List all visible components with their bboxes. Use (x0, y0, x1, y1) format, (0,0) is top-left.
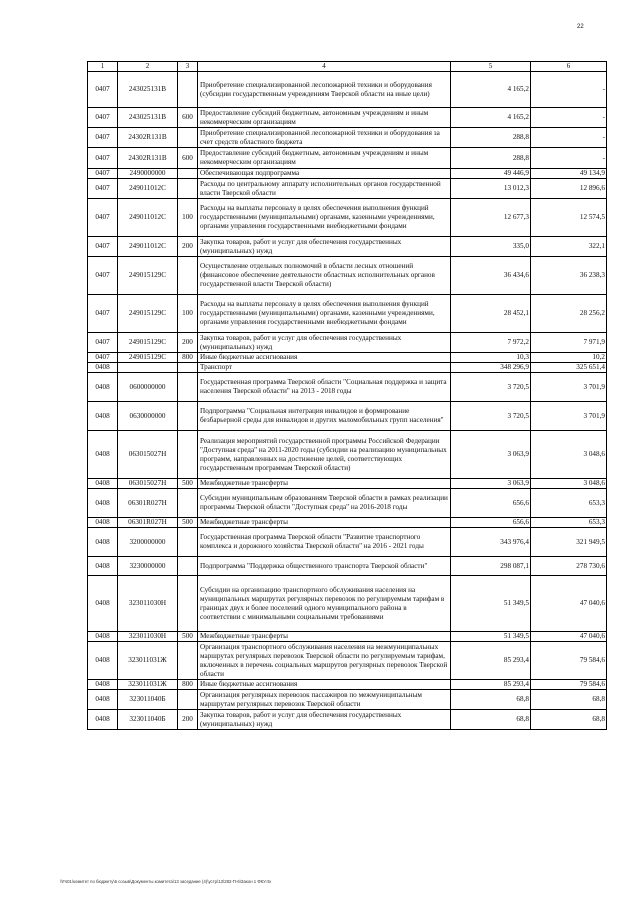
section-cell: 0407 (88, 72, 118, 108)
section-cell: 0408 (88, 518, 118, 528)
amount-planned-cell: 28 452,1 (451, 295, 531, 333)
table-row (88, 72, 607, 108)
target-code-cell: 24302R131В (118, 148, 178, 169)
description-cell: Расходы по центральному аппарату исполнительных органов государственной власти Тверской области (198, 179, 451, 199)
target-code-cell: 249015129С (118, 257, 178, 295)
section-cell: 0408 (88, 690, 118, 710)
expense-type-cell: 500 (178, 632, 198, 642)
page-number: 22 (577, 24, 584, 30)
target-code-cell: 3200000000 (118, 528, 178, 557)
section-cell: 0408 (88, 489, 118, 518)
target-code-cell: 249015129С (118, 353, 178, 363)
amount-actual-cell: 325 651,4 (531, 363, 607, 373)
section-cell: 0407 (88, 333, 118, 353)
amount-actual-cell: 653,3 (531, 489, 607, 518)
amount-actual-cell: 79 584,6 (531, 642, 607, 680)
expense-type-cell (178, 373, 198, 402)
table-row (88, 632, 607, 642)
section-cell: 0408 (88, 710, 118, 730)
section-cell: 0408 (88, 373, 118, 402)
target-code-cell: 323011030Н (118, 576, 178, 632)
amount-planned-cell: 13 012,3 (451, 179, 531, 199)
amount-planned-cell: 51 349,5 (451, 632, 531, 642)
amount-planned-cell: 288,8 (451, 148, 531, 169)
section-cell: 0408 (88, 363, 118, 373)
target-code-cell: 063015027Н (118, 479, 178, 489)
amount-actual-cell: 7 971,9 (531, 333, 607, 353)
amount-actual-cell: 49 134,9 (531, 169, 607, 179)
amount-planned-cell: 343 976,4 (451, 528, 531, 557)
table-row (88, 353, 607, 363)
amount-actual-cell: 10,2 (531, 353, 607, 363)
description-cell: Транспорт (198, 363, 451, 373)
description-cell: Расходы на выплаты персоналу в целях обеспечения выполнения функций государственными (муниципальными) органами, казенными учреждениями, органами управления государственными внебюджетными фондами (198, 295, 451, 333)
table-row (88, 690, 607, 710)
target-code-cell: 249011012С (118, 179, 178, 199)
expense-type-cell (178, 169, 198, 179)
expense-type-cell (178, 557, 198, 576)
amount-actual-cell: 47 040,6 (531, 576, 607, 632)
table-row (88, 237, 607, 257)
budget-table-container (87, 61, 606, 730)
target-code-cell: 249011012С (118, 237, 178, 257)
header-vr: 3 (178, 62, 198, 72)
table-row (88, 528, 607, 557)
section-cell: 0407 (88, 148, 118, 169)
amount-planned-cell: 36 434,6 (451, 257, 531, 295)
table-row (88, 431, 607, 479)
description-cell: Реализация мероприятий государственной программы Российской Федерации "Доступная среда" на 2011-2020 годы (субсидии на реализацию муниципальных программ, направленных на достижение целей, соответствующих государственным программам Тверской области) (198, 431, 451, 479)
section-cell: 0408 (88, 402, 118, 431)
amount-planned-cell: 7 972,2 (451, 333, 531, 353)
expense-type-cell: 100 (178, 295, 198, 333)
header-name: 4 (198, 62, 451, 72)
target-code-cell: 249011012С (118, 199, 178, 237)
target-code-cell: 243025131В (118, 72, 178, 108)
table-row (88, 179, 607, 199)
description-cell: Государственная программа Тверской области "Социальная поддержка и защита населения Тверской области" на 2013 - 2018 годы (198, 373, 451, 402)
expense-type-cell: 200 (178, 710, 198, 730)
table-row (88, 402, 607, 431)
amount-actual-cell: 12 896,6 (531, 179, 607, 199)
description-cell: Организация регулярных перевозок пассажиров по межмуниципальным маршрутам регулярных перевозок Тверской области (198, 690, 451, 710)
section-cell: 0407 (88, 295, 118, 333)
table-row (88, 557, 607, 576)
table-row (88, 333, 607, 353)
amount-planned-cell: 12 677,3 (451, 199, 531, 237)
expense-type-cell: 800 (178, 680, 198, 690)
description-cell: Обеспечивающая подпрограмма (198, 169, 451, 179)
target-code-cell: 323011031Ж (118, 642, 178, 680)
header-target: 2 (118, 62, 178, 72)
amount-actual-cell: 321 949,5 (531, 528, 607, 557)
description-cell: Организация транспортного обслуживания населения на межмуниципальных маршрутах регулярных перевозок Тверской области по регулируемым тарифам, включенных в перечень социальных маршрутов регулярных перевозок Тверской области (198, 642, 451, 680)
description-cell: Межбюджетные трансферты (198, 479, 451, 489)
amount-actual-cell: - (531, 148, 607, 169)
expense-type-cell (178, 576, 198, 632)
amount-actual-cell: 3 048,6 (531, 431, 607, 479)
amount-planned-cell: 49 446,9 (451, 169, 531, 179)
section-cell: 0408 (88, 680, 118, 690)
description-cell: Государственная программа Тверской области "Развитие транспортного комплекса и дорожного хозяйства Тверской области" на 2016 - 2021 годы (198, 528, 451, 557)
target-code-cell: 243025131В (118, 108, 178, 128)
amount-planned-cell: 298 087,1 (451, 557, 531, 576)
target-code-cell: 06301R027Н (118, 489, 178, 518)
target-code-cell: 323011031Ж (118, 680, 178, 690)
amount-planned-cell: 288,8 (451, 128, 531, 148)
section-cell: 0408 (88, 557, 118, 576)
expense-type-cell (178, 642, 198, 680)
amount-planned-cell: 348 296,9 (451, 363, 531, 373)
amount-actual-cell: - (531, 72, 607, 108)
description-cell: Иные бюджетные ассигнования (198, 680, 451, 690)
description-cell: Межбюджетные трансферты (198, 518, 451, 528)
target-code-cell: 06301R027Н (118, 518, 178, 528)
table-row (88, 257, 607, 295)
expense-type-cell: 600 (178, 148, 198, 169)
section-cell: 0408 (88, 576, 118, 632)
amount-planned-cell: 68,8 (451, 690, 531, 710)
expense-type-cell (178, 363, 198, 373)
table-row (88, 373, 607, 402)
amount-planned-cell: 4 165,2 (451, 108, 531, 128)
amount-actual-cell: 278 730,6 (531, 557, 607, 576)
amount-planned-cell: 4 165,2 (451, 72, 531, 108)
table-row (88, 710, 607, 730)
section-cell: 0407 (88, 353, 118, 363)
amount-actual-cell: 3 701,9 (531, 373, 607, 402)
expense-type-cell (178, 257, 198, 295)
expense-type-cell (178, 402, 198, 431)
amount-planned-cell: 656,6 (451, 489, 531, 518)
table-row (88, 642, 607, 680)
target-code-cell: 063015027Н (118, 431, 178, 479)
description-cell: Закупка товаров, работ и услуг для обеспечения государственных (муниципальных) нужд (198, 333, 451, 353)
amount-planned-cell: 3 063,9 (451, 479, 531, 489)
section-cell: 0408 (88, 479, 118, 489)
target-code-cell: 323011030Н (118, 632, 178, 642)
table-row (88, 680, 607, 690)
header-section: 1 (88, 62, 118, 72)
description-cell: Подпрограмма "Социальная интеграция инвалидов и формирование безбарьерной среды для инвалидов и других маломобильных групп населения" (198, 402, 451, 431)
expense-type-cell (178, 128, 198, 148)
amount-planned-cell: 3 063,9 (451, 431, 531, 479)
amount-actual-cell: 322,1 (531, 237, 607, 257)
amount-actual-cell: 3 048,6 (531, 479, 607, 489)
section-cell: 0408 (88, 642, 118, 680)
expense-type-cell: 100 (178, 199, 198, 237)
section-cell: 0408 (88, 528, 118, 557)
expense-type-cell: 200 (178, 237, 198, 257)
header-sum2: 6 (531, 62, 607, 72)
expense-type-cell (178, 179, 198, 199)
section-cell: 0407 (88, 169, 118, 179)
expense-type-cell (178, 690, 198, 710)
description-cell: Предоставление субсидий бюджетным, автономным учреждениям и иным некоммерческим организациям (198, 108, 451, 128)
file-path-footer: \\Fs01\комитет по бюджету\6 созыв\Документы комитета\13 заседание (4)\устр\13\282-П-6\Закон 1 ФКУ.rtx (60, 879, 272, 884)
section-cell: 0407 (88, 108, 118, 128)
section-cell: 0408 (88, 431, 118, 479)
table-row (88, 199, 607, 237)
amount-actual-cell: 68,8 (531, 710, 607, 730)
description-cell: Иные бюджетные ассигнования (198, 353, 451, 363)
description-cell: Закупка товаров, работ и услуг для обеспечения государственных (муниципальных) нужд (198, 710, 451, 730)
amount-planned-cell: 85 293,4 (451, 642, 531, 680)
expense-type-cell: 500 (178, 479, 198, 489)
target-code-cell: 249015129С (118, 295, 178, 333)
description-cell: Межбюджетные трансферты (198, 632, 451, 642)
section-cell: 0407 (88, 199, 118, 237)
description-cell: Субсидии на организацию транспортного обслуживания населения на муниципальных маршрутах регулярных перевозок по регулируемым тарифам в границах двух и более поселений одного муниципального района в соответствии с минимальными социальными требованиями (198, 576, 451, 632)
budget-table (87, 61, 607, 730)
amount-actual-cell: - (531, 108, 607, 128)
amount-planned-cell: 51 349,5 (451, 576, 531, 632)
amount-planned-cell: 3 720,5 (451, 402, 531, 431)
target-code-cell: 0600000000 (118, 373, 178, 402)
expense-type-cell: 200 (178, 333, 198, 353)
amount-planned-cell: 85 293,4 (451, 680, 531, 690)
amount-planned-cell: 68,8 (451, 710, 531, 730)
amount-actual-cell: 68,8 (531, 690, 607, 710)
target-code-cell (118, 363, 178, 373)
table-row (88, 169, 607, 179)
expense-type-cell (178, 72, 198, 108)
table-header-row (88, 62, 607, 72)
target-code-cell: 249015129С (118, 333, 178, 353)
table-row (88, 108, 607, 128)
description-cell: Субсидии муниципальным образованиям Тверской области в рамках реализации программы Тверской области "Доступная среда" на 2016-2018 годы (198, 489, 451, 518)
amount-actual-cell: 12 574,5 (531, 199, 607, 237)
section-cell: 0407 (88, 179, 118, 199)
description-cell: Осуществление отдельных полномочий в области лесных отношений (финансовое обеспечение деятельности областных исполнительных органов государственной власти Тверской области) (198, 257, 451, 295)
target-code-cell: 2490000000 (118, 169, 178, 179)
description-cell: Подпрограмма "Поддержка общественного транспорта Тверской области" (198, 557, 451, 576)
description-cell: Приобретение специализированной лесопожарной техники и оборудования за счет средств областного бюджета (198, 128, 451, 148)
expense-type-cell: 600 (178, 108, 198, 128)
description-cell: Приобретение специализированной лесопожарной техники и оборудования (субсидии государственным учреждениям Тверской области на иные цели) (198, 72, 451, 108)
section-cell: 0407 (88, 128, 118, 148)
section-cell: 0407 (88, 257, 118, 295)
expense-type-cell: 500 (178, 518, 198, 528)
table-row (88, 295, 607, 333)
expense-type-cell: 800 (178, 353, 198, 363)
table-row (88, 128, 607, 148)
amount-actual-cell: 79 584,6 (531, 680, 607, 690)
description-cell: Предоставление субсидий бюджетным, автономным учреждениям и иным некоммерческим организациям (198, 148, 451, 169)
target-code-cell: 0630000000 (118, 402, 178, 431)
target-code-cell: 323011040Б (118, 710, 178, 730)
amount-planned-cell: 3 720,5 (451, 373, 531, 402)
table-row (88, 489, 607, 518)
table-row (88, 576, 607, 632)
description-cell: Закупка товаров, работ и услуг для обеспечения государственных (муниципальных) нужд (198, 237, 451, 257)
table-row (88, 148, 607, 169)
target-code-cell: 3230000000 (118, 557, 178, 576)
description-cell: Расходы на выплаты персоналу в целях обеспечения выполнения функций государственными (муниципальными) органами, казенными учреждениями, органами управления государственными внебюджетными фондами (198, 199, 451, 237)
target-code-cell: 24302R131В (118, 128, 178, 148)
amount-actual-cell: 47 040,6 (531, 632, 607, 642)
amount-actual-cell: 3 701,9 (531, 402, 607, 431)
table-row (88, 363, 607, 373)
amount-actual-cell: 653,3 (531, 518, 607, 528)
amount-planned-cell: 10,3 (451, 353, 531, 363)
section-cell: 0407 (88, 237, 118, 257)
expense-type-cell (178, 528, 198, 557)
header-sum1: 5 (451, 62, 531, 72)
table-row (88, 518, 607, 528)
target-code-cell: 323011040Б (118, 690, 178, 710)
amount-actual-cell: 36 238,3 (531, 257, 607, 295)
amount-planned-cell: 335,0 (451, 237, 531, 257)
table-row (88, 479, 607, 489)
amount-actual-cell: 28 256,2 (531, 295, 607, 333)
amount-actual-cell: - (531, 128, 607, 148)
expense-type-cell (178, 489, 198, 518)
section-cell: 0408 (88, 632, 118, 642)
expense-type-cell (178, 431, 198, 479)
amount-planned-cell: 656,6 (451, 518, 531, 528)
